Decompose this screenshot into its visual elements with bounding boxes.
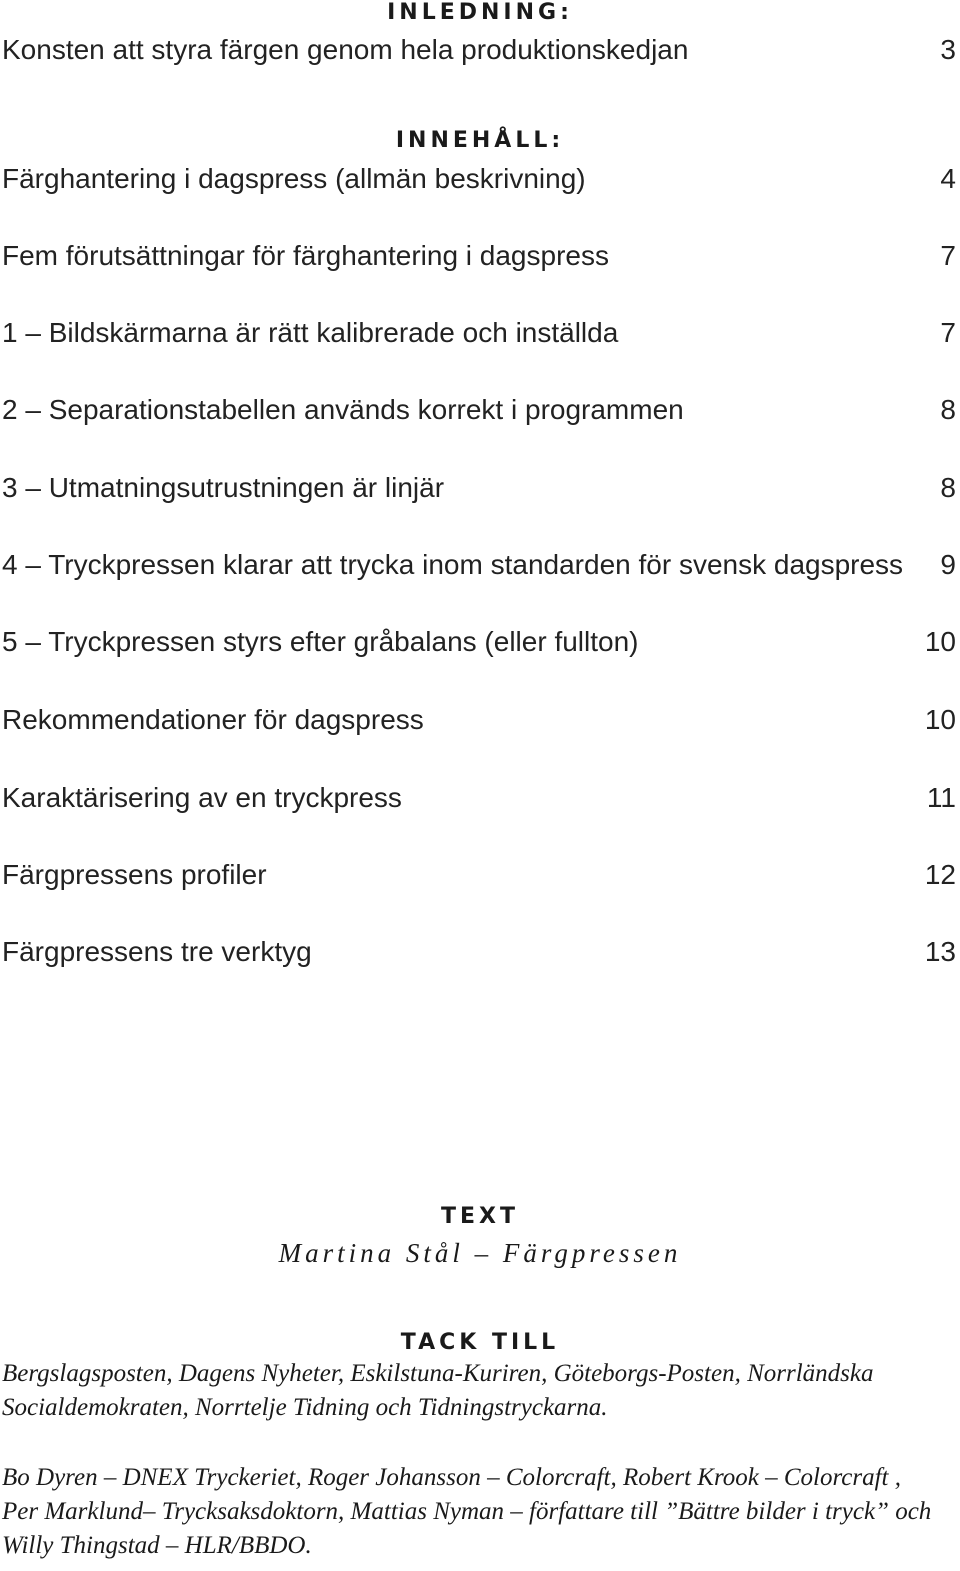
toc-entry-title: Fem förutsättningar för färghantering i dagspress (2, 240, 609, 271)
thanks-paragraph-newspapers: Bergslagsposten, Dagens Nyheter, Eskilstuna-Kuriren, Göteborgs-Posten, Norrländska Socialdemokraten, Norrtelje Tidning och Tidningstryckarna. (2, 1360, 874, 1421)
toc-entry (0, 857, 956, 893)
toc-entry-page: 13 (924, 936, 956, 967)
toc-entry (0, 702, 956, 738)
toc-entry-title: Färgpressens tre verktyg (2, 936, 312, 967)
toc-entry-page: 8 (940, 394, 956, 425)
toc-entry-title: Färgpressens profiler (2, 859, 267, 890)
toc-entry-page: 12 (924, 859, 956, 890)
toc-entry (0, 624, 956, 660)
toc-entry-page: 11 (926, 782, 956, 813)
toc-entry (0, 547, 956, 583)
text-author: Martina Stål – Färgpressen (278, 1238, 682, 1268)
toc-entry-title: 1 – Bildskärmarna är rätt kalibrerade och inställda (2, 317, 619, 348)
toc-entry-page: 10 (924, 704, 956, 735)
toc-entry-title: Konsten att styra färgen genom hela produktionskedjan (2, 34, 689, 65)
contents-heading: INNEHÅLL: (395, 128, 565, 153)
toc-entry-page: 4 (940, 163, 956, 194)
thanks-paragraph-people: Bo Dyren – DNEX Tryckeriet, Roger Johansson – Colorcraft, Robert Krook – Colorcraft , Per Marklund– Trycksaksdoktorn, Mattias Nyman – författare till ”Bättre bilder i tryck” och Willy Thingstad – HLR/BBDO. (2, 1464, 932, 1559)
toc-entry (0, 780, 956, 816)
toc-entry (0, 238, 956, 274)
intro-heading: INLEDNING: (387, 0, 573, 25)
toc-entry (0, 470, 956, 506)
toc-entry (0, 392, 956, 428)
toc-entry-title: 4 – Tryckpressen klarar att trycka inom standarden för svensk dagspress (2, 549, 904, 580)
toc-entry-page: 10 (924, 626, 956, 657)
toc-entry (0, 934, 956, 970)
thanks-heading: TACK TILL (400, 1330, 560, 1355)
toc-entry-title: 5 – Tryckpressen styrs efter gråbalans (eller fullton) (2, 626, 639, 657)
toc-entry-title: Karaktärisering av en tryckpress (2, 782, 402, 813)
toc-entry-title: Färghantering i dagspress (allmän beskrivning) (2, 163, 586, 194)
toc-entry-page: 9 (940, 549, 956, 580)
toc-entry (0, 315, 956, 351)
toc-entry-page: 7 (940, 240, 956, 271)
toc-entry-title: 2 – Separationstabellen används korrekt i programmen (2, 394, 684, 425)
toc-entry (0, 161, 956, 197)
toc-entry-intro (0, 32, 956, 68)
text-heading: TEXT (440, 1204, 519, 1229)
toc-entry-page: 7 (940, 317, 956, 348)
toc-entry-title: Rekommendationer för dagspress (2, 704, 424, 735)
toc-entry-title: 3 – Utmatningsutrustningen är linjär (2, 472, 445, 503)
toc-entry-page: 3 (940, 34, 956, 65)
toc-entry-page: 8 (940, 472, 956, 503)
